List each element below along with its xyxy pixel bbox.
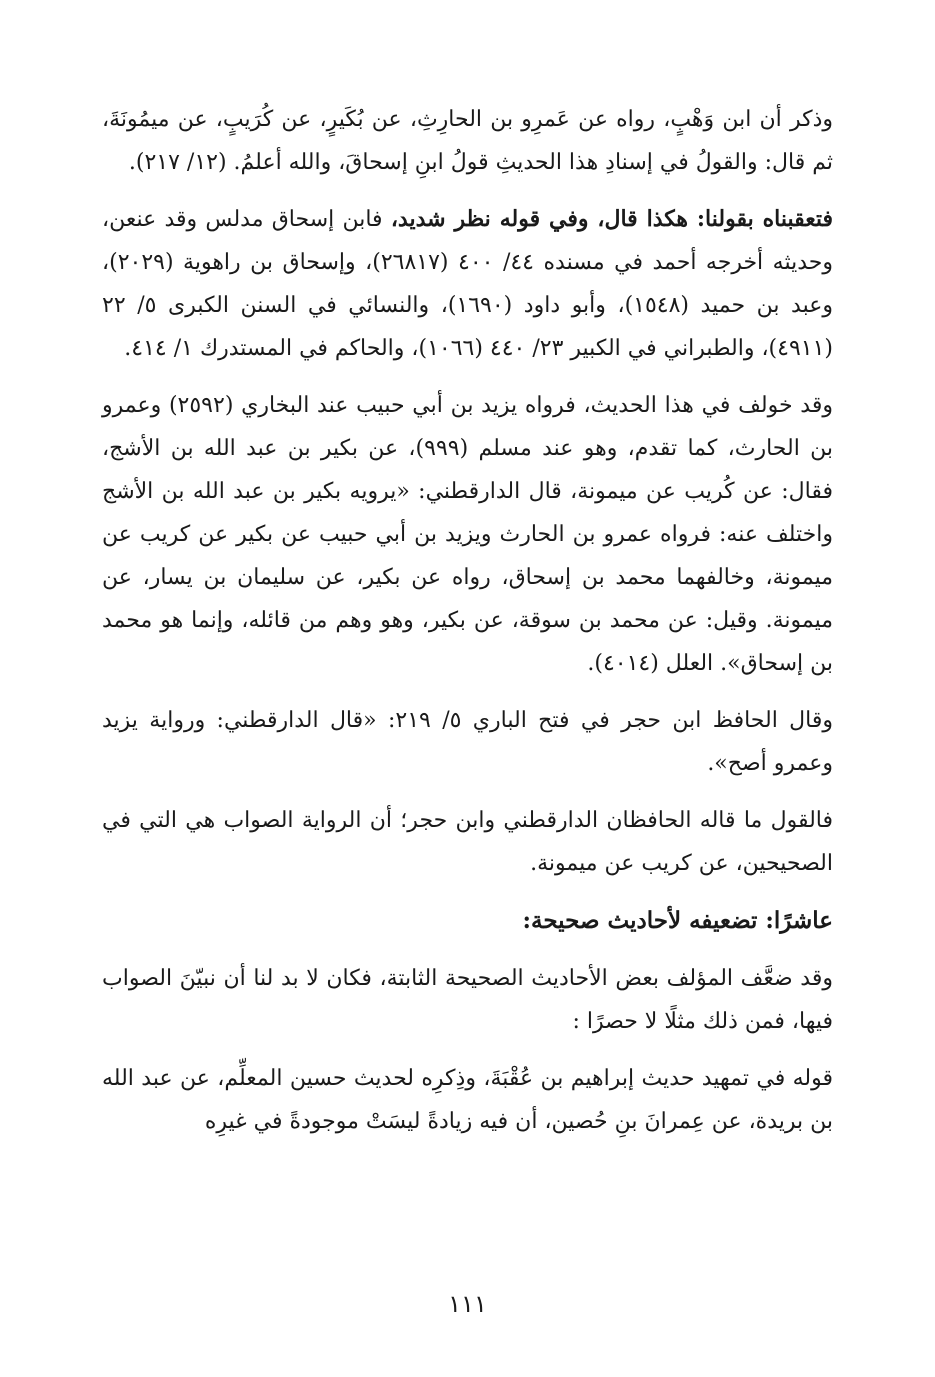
paragraph-text: وذكر أن ابن وَهْبٍ، رواه عن عَمرِو بن الحارِثِ، عن بُكَيرٍ، عن كُرَيبٍ، عن ميمُونَةَ، ثم قال: والقولُ في إسنادِ هذا الحديثِ قولُ ابنِ إسحاقَ، والله أعلمُ. (١٢/ ٢١٧). bbox=[102, 107, 833, 175]
paragraph-4 bbox=[102, 699, 833, 785]
paragraph-text: فالقول ما قاله الحافظان الدارقطني وابن حجر؛ أن الرواية الصواب هي التي في الصحيحين، عن كريب عن ميمونة. bbox=[102, 808, 833, 876]
paragraph-1 bbox=[102, 98, 833, 184]
paragraph-5 bbox=[102, 799, 833, 885]
paragraph-6 bbox=[102, 957, 833, 1043]
paragraph-text: وقد ضعَّف المؤلف بعض الأحاديث الصحيحة الثابتة، فكان لا بد لنا أن نبيّنَ الصواب فيها، فمن ذلك مثلًا لا حصرًا : bbox=[102, 966, 833, 1034]
section-heading: عاشرًا: تضعيفه لأحاديث صحيحة: bbox=[522, 907, 833, 934]
paragraph-text: قوله في تمهيد حديث إبراهيم بن عُقْبَةَ، وذِكرِه لحديث حسين المعلِّم، عن عبد الله بن بريدة، عن عِمرانَ بنِ حُصين، أن فيه زيادةً ليسَتْ موجودةً في غيرِه bbox=[102, 1066, 833, 1134]
page-body bbox=[0, 98, 935, 1157]
paragraph-7 bbox=[102, 1057, 833, 1143]
paragraph-text: وقد خولف في هذا الحديث، فرواه يزيد بن أبي حبيب عند البخاري (٢٥٩٢) وعمرو بن الحارث، كما تقدم، وهو عند مسلم (٩٩٩)، عن بكير بن عبد الله بن الأشج، فقال: عن كُريب عن ميمونة، قال الدارقطني: «يرويه بكير بن عبد الله بن الأشج واختلف عنه: فرواه عمرو بن الحارث ويزيد بن أبي حبيب عن بكير عن كريب عن ميمونة، وخالفهما محمد بن إسحاق، رواه عن بكير، عن سليمان بن يسار، عن ميمونة. وقيل: عن محمد بن سوقة، عن بكير، وهو وهم من قائله، وإنما هو محمد بن إسحاق». العلل (٤٠١٤). bbox=[102, 393, 834, 676]
page-number: ١١١ bbox=[448, 1290, 487, 1318]
paragraph-text: فابن إسحاق مدلس وقد عنعن، وحديثه أخرجه أحمد في مسنده ٤٤/ ٤٠٠ (٢٦٨١٧)، وإسحاق بن راهوية (٢٠٢٩)، وعبد بن حميد (١٥٤٨)، وأبو داود (١٦٩٠)، والنسائي في السنن الكبرى ٥/ ٢٢ (٤٩١١)، والطبراني في الكبير ٢٣/ ٤٤٠ (١٠٦٦)، والحاكم في المستدرك ١/ ٤١٤. bbox=[102, 207, 833, 361]
paragraph-3 bbox=[102, 384, 833, 685]
paragraph-2 bbox=[102, 198, 833, 370]
paragraph-text: وقال الحافظ ابن حجر في فتح الباري ٥/ ٢١٩: «قال الدارقطني: ورواية يزيد وعمرو أصح». bbox=[102, 708, 834, 776]
paragraph-lead: فتعقبناه بقولنا: هكذا قال، وفي قوله نظر شديد، bbox=[390, 206, 834, 232]
